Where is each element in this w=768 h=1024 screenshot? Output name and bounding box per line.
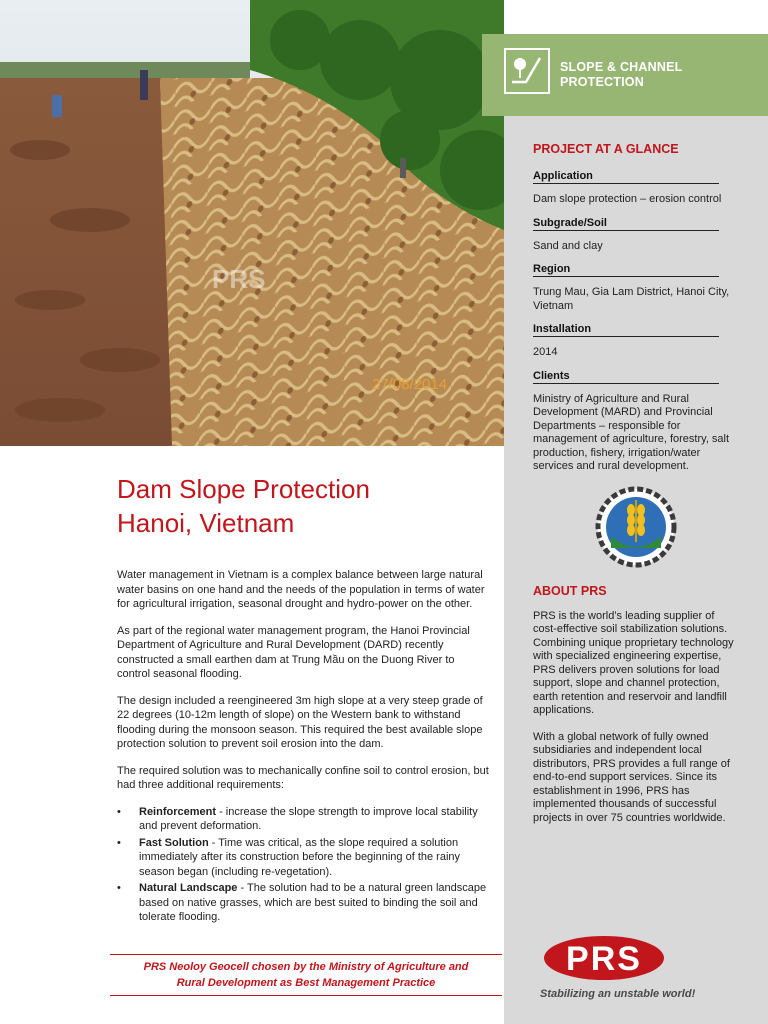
- bullet-dot: •: [117, 882, 121, 894]
- requirements-list: [117, 805, 489, 925]
- body-paragraph-2: As part of the regional water management program, the Hanoi Provincial Department of Agriculture and Rural Development (DARD) recently constructed a small earthen dam at Trung Mầu on the Duong River to control seasonal flooding.: [117, 624, 470, 680]
- glance-value-installation: 2014: [533, 346, 558, 358]
- glance-value-clients: Ministry of Agriculture and Rural Development (MARD) and Provincial Departments – responsible for management of agriculture, forestry, salt production, fishery, irrigation/water services and rural development.: [533, 392, 730, 472]
- body-paragraph-4: The required solution was to mechanically confine soil to control erosion, but had three additional requirements:: [117, 764, 489, 791]
- banner-title: [560, 60, 760, 90]
- footer-line-2: Rural Development as Best Management Practice: [176, 977, 436, 989]
- list-item: [117, 805, 489, 834]
- glance-value-application: Dam slope protection – erosion control: [533, 193, 722, 205]
- bullet-dot: •: [117, 805, 121, 818]
- about-paragraph-1: PRS is the world’s leading supplier of cost-effective soil stabilization solutions. Combining unique proprietary technology with specialized engineering expertise, PRS delivers proven solutions for load support, slope and channel protection, earth retention and reservoir and landfill applications.: [533, 609, 734, 716]
- category-banner: [482, 34, 768, 116]
- main-content: [117, 472, 489, 927]
- sidebar: [504, 0, 768, 1024]
- glance-value-subgrade: Sand and clay: [533, 239, 603, 252]
- project-at-a-glance: [533, 142, 738, 838]
- sidebar-top-gap: [504, 0, 768, 34]
- body-paragraph-1: Water management in Vietnam is a complex balance between large natural water basins on one hand and the needs of the population in terms of water for agricultural irrigation, seasonal drought and hydro-power on the other.: [117, 569, 485, 610]
- bullet-dot: •: [117, 836, 121, 849]
- glance-label-subgrade: Subgrade/Soil: [533, 217, 719, 231]
- list-item: [117, 836, 489, 880]
- prs-logo-text: PRS: [566, 940, 642, 978]
- bullet-text: - Time was critical, as the slope required a solution immediately after its construction before the beginning of the rainy season began (including re-vegetation).: [139, 836, 461, 878]
- about-title: ABOUT PRS: [533, 583, 607, 598]
- glance-label-region: Region: [533, 263, 719, 277]
- about-paragraph-2: With a global network of fully owned subsidiaries and independent local distributors, PRS provides a full range of end-to-end support services. Since its establishment in 1996, PRS has implemented thousands of successful projects in over 75 countries worldwide.: [533, 730, 730, 824]
- footer-line-1: PRS Neoloy Geocell chosen by the Ministry of Agriculture and: [143, 961, 469, 973]
- bullet-text: - The solution had to be a natural green landscape based on native grasses, which are best suited to binding the soil and tolerate flooding.: [139, 882, 487, 923]
- body-paragraph-3: The design included a reengineered 3m high slope at a very steep grade of 22 degrees (10-12m length of slope) on the Western bank to withstand flooding during the monsoon season. This required the best available slope protection solution to prevent soil erosion into the dam.: [117, 694, 483, 750]
- page-title-line1: Dam Slope Protection: [117, 474, 370, 504]
- bullet-bold: Natural Landscape: [139, 882, 238, 894]
- page-title-line2: Hanoi, Vietnam: [117, 508, 295, 538]
- bullet-text: - increase the slope strength to improve local stability and prevent deformation.: [139, 805, 478, 832]
- slope-channel-icon: [504, 48, 550, 94]
- bullet-bold: Reinforcement: [139, 805, 217, 818]
- bullet-bold: Fast Solution: [139, 836, 209, 849]
- photo-date-stamp: 27/08/2014: [372, 376, 448, 393]
- page-title: [117, 472, 489, 540]
- glance-value-region: Trung Mau, Gia Lam District, Hanoi City, Vietnam: [533, 286, 730, 312]
- list-item: [117, 881, 489, 925]
- glance-label-clients: Clients: [533, 370, 719, 384]
- banner-title-line1: SLOPE & CHANNEL: [560, 60, 683, 74]
- mard-logo: [591, 486, 681, 568]
- project-photo: [0, 0, 504, 446]
- banner-title-line2: PROTECTION: [560, 75, 644, 89]
- geocell-slope-image: [0, 0, 504, 446]
- glance-title: PROJECT AT A GLANCE: [533, 142, 679, 156]
- brand-tagline: Stabilizing an unstable world!: [540, 988, 696, 1000]
- glance-label-application: Application: [533, 170, 719, 184]
- photo-watermark: PRS: [212, 264, 266, 294]
- footer-callout: [110, 954, 502, 996]
- glance-label-installation: Installation: [533, 323, 719, 337]
